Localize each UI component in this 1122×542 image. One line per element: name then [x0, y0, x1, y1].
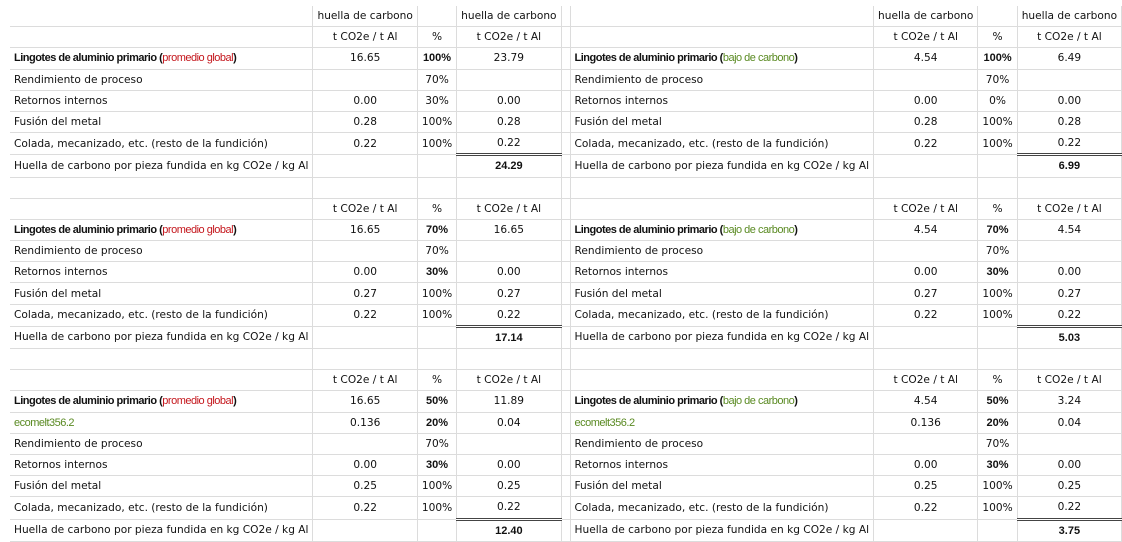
- right-colada-pct: 100%: [978, 304, 1017, 326]
- left-fusion-pct: 100%: [417, 111, 456, 132]
- left-retornos-pct: 30%: [417, 90, 456, 111]
- colada-label: Colada, mecanizado, etc. (resto de la fundición): [570, 304, 873, 326]
- retornos-label: Retornos internos: [570, 262, 873, 283]
- left-ecomelt-pct: 20%: [417, 412, 456, 433]
- left-ecomelt-result: 0.04: [457, 412, 561, 433]
- huella-total-label: Huella de carbono por pieza fundida en kg CO2e / kg Al: [10, 326, 313, 348]
- lingotes-suffix: ): [233, 395, 237, 408]
- right-lingotes-result: 4.54: [1017, 219, 1121, 240]
- header-unit: t CO2e / t Al: [1017, 198, 1121, 219]
- huella-total-label: Huella de carbono por pieza fundida en kg CO2e / kg Al: [10, 519, 313, 541]
- header-pct: %: [978, 370, 1017, 391]
- left-total-value: 12.40: [457, 519, 561, 541]
- right-rendimiento-pct: 70%: [978, 433, 1017, 454]
- right-retornos-value: 0.00: [874, 90, 978, 111]
- rendimiento-label: Rendimiento de proceso: [10, 69, 313, 90]
- promedio-label: promedio global: [162, 395, 234, 408]
- retornos-label: Retornos internos: [570, 454, 873, 475]
- right-total-value: 5.03: [1017, 326, 1121, 348]
- right-fusion-value: 0.25: [874, 476, 978, 497]
- lingotes-prefix: Lingotes de aluminio primario (: [574, 223, 723, 236]
- left-colada-pct: 100%: [417, 304, 456, 326]
- retornos-label: Retornos internos: [570, 90, 873, 111]
- right-colada-value: 0.22: [874, 497, 978, 519]
- fusion-label: Fusión del metal: [570, 283, 873, 304]
- left-lingotes-label: [10, 391, 313, 412]
- right-fusion-result: 0.27: [1017, 283, 1121, 304]
- right-retornos-result: 0.00: [1017, 90, 1121, 111]
- left-lingotes-pct: 50%: [417, 391, 456, 412]
- left-lingotes-value: 16.65: [313, 219, 417, 240]
- bajo-label: bajo de carbono: [722, 223, 795, 236]
- left-colada-value: 0.22: [313, 304, 417, 326]
- fusion-label: Fusión del metal: [10, 111, 313, 132]
- fusion-label: Fusión del metal: [570, 111, 873, 132]
- left-fusion-pct: 100%: [417, 283, 456, 304]
- right-fusion-pct: 100%: [978, 111, 1017, 132]
- header-pct: %: [417, 27, 456, 48]
- lingotes-suffix: ): [794, 223, 798, 236]
- left-colada-result: 0.22: [457, 497, 561, 519]
- right-lingotes-result: 6.49: [1017, 48, 1121, 69]
- right-lingotes-value: 4.54: [874, 219, 978, 240]
- right-retornos-pct: 30%: [978, 454, 1017, 475]
- huella-total-label: Huella de carbono por pieza fundida en kg CO2e / kg Al: [570, 155, 873, 177]
- left-lingotes-result: 11.89: [457, 391, 561, 412]
- left-colada-value: 0.22: [313, 497, 417, 519]
- left-total-value: 24.29: [457, 155, 561, 177]
- header-pct: %: [978, 27, 1017, 48]
- left-retornos-value: 0.00: [313, 454, 417, 475]
- right-fusion-value: 0.27: [874, 283, 978, 304]
- right-fusion-pct: 100%: [978, 476, 1017, 497]
- right-ecomelt-value: 0.136: [874, 412, 978, 433]
- left-rendimiento-pct: 70%: [417, 69, 456, 90]
- right-lingotes-value: 4.54: [874, 391, 978, 412]
- right-colada-value: 0.22: [874, 304, 978, 326]
- rendimiento-label: Rendimiento de proceso: [570, 69, 873, 90]
- left-retornos-pct: 30%: [417, 262, 456, 283]
- right-fusion-value: 0.28: [874, 111, 978, 132]
- colada-label: Colada, mecanizado, etc. (resto de la fundición): [570, 133, 873, 155]
- right-fusion-result: 0.28: [1017, 111, 1121, 132]
- header-unit: t CO2e / t Al: [457, 370, 561, 391]
- right-lingotes-label: [570, 219, 873, 240]
- right-retornos-pct: 30%: [978, 262, 1017, 283]
- left-colada-pct: 100%: [417, 497, 456, 519]
- left-retornos-value: 0.00: [313, 90, 417, 111]
- left-retornos-result: 0.00: [457, 454, 561, 475]
- header-pct: %: [978, 198, 1017, 219]
- rendimiento-label: Rendimiento de proceso: [10, 241, 313, 262]
- lingotes-prefix: Lingotes de aluminio primario (: [574, 52, 723, 65]
- left-lingotes-result: 23.79: [457, 48, 561, 69]
- left-lingotes-value: 16.65: [313, 391, 417, 412]
- huella-total-label: Huella de carbono por pieza fundida en kg CO2e / kg Al: [10, 155, 313, 177]
- right-colada-result: 0.22: [1017, 133, 1121, 155]
- left-retornos-result: 0.00: [457, 262, 561, 283]
- right-lingotes-pct: 50%: [978, 391, 1017, 412]
- left-lingotes-label: [10, 48, 313, 69]
- colada-label: Colada, mecanizado, etc. (resto de la fundición): [10, 133, 313, 155]
- lingotes-prefix: Lingotes de aluminio primario (: [574, 395, 723, 408]
- right-ecomelt-label: ecomelt356.2: [570, 412, 873, 433]
- lingotes-suffix: ): [233, 223, 237, 236]
- promedio-label: promedio global: [162, 223, 234, 236]
- right-colada-pct: 100%: [978, 133, 1017, 155]
- header-huella: huella de carbono: [457, 6, 561, 27]
- left-rendimiento-pct: 70%: [417, 433, 456, 454]
- colada-label: Colada, mecanizado, etc. (resto de la fundición): [570, 497, 873, 519]
- carbon-footprint-sheet: [10, 6, 1122, 542]
- left-ecomelt-label: ecomelt356.2: [10, 412, 313, 433]
- retornos-label: Retornos internos: [10, 90, 313, 111]
- left-rendimiento-pct: 70%: [417, 241, 456, 262]
- header-unit: t CO2e / t Al: [874, 27, 978, 48]
- header-huella: huella de carbono: [313, 6, 417, 27]
- left-fusion-pct: 100%: [417, 476, 456, 497]
- right-colada-result: 0.22: [1017, 304, 1121, 326]
- left-lingotes-label: [10, 219, 313, 240]
- right-lingotes-pct: 100%: [978, 48, 1017, 69]
- right-lingotes-label: [570, 391, 873, 412]
- header-unit: t CO2e / t Al: [457, 198, 561, 219]
- left-retornos-result: 0.00: [457, 90, 561, 111]
- left-retornos-pct: 30%: [417, 454, 456, 475]
- promedio-label: promedio global: [162, 52, 234, 65]
- right-retornos-pct: 0%: [978, 90, 1017, 111]
- header-unit: t CO2e / t Al: [1017, 27, 1121, 48]
- right-total-value: 3.75: [1017, 519, 1121, 541]
- colada-label: Colada, mecanizado, etc. (resto de la fundición): [10, 304, 313, 326]
- right-ecomelt-result: 0.04: [1017, 412, 1121, 433]
- right-colada-pct: 100%: [978, 497, 1017, 519]
- right-fusion-pct: 100%: [978, 283, 1017, 304]
- left-colada-result: 0.22: [457, 304, 561, 326]
- right-colada-result: 0.22: [1017, 497, 1121, 519]
- left-fusion-value: 0.28: [313, 111, 417, 132]
- rendimiento-label: Rendimiento de proceso: [570, 433, 873, 454]
- right-rendimiento-pct: 70%: [978, 241, 1017, 262]
- right-retornos-result: 0.00: [1017, 454, 1121, 475]
- retornos-label: Retornos internos: [10, 454, 313, 475]
- carbon-footprint-table: [10, 6, 1122, 542]
- right-fusion-result: 0.25: [1017, 476, 1121, 497]
- header-unit: t CO2e / t Al: [313, 198, 417, 219]
- header-pct: %: [417, 198, 456, 219]
- lingotes-suffix: ): [233, 52, 237, 65]
- bajo-label: bajo de carbono: [722, 395, 795, 408]
- fusion-label: Fusión del metal: [10, 476, 313, 497]
- right-lingotes-value: 4.54: [874, 48, 978, 69]
- retornos-label: Retornos internos: [10, 262, 313, 283]
- header-unit: t CO2e / t Al: [313, 27, 417, 48]
- right-retornos-result: 0.00: [1017, 262, 1121, 283]
- right-lingotes-label: [570, 48, 873, 69]
- lingotes-prefix: Lingotes de aluminio primario (: [14, 52, 163, 65]
- header-unit: t CO2e / t Al: [313, 370, 417, 391]
- right-retornos-value: 0.00: [874, 454, 978, 475]
- left-lingotes-pct: 70%: [417, 219, 456, 240]
- left-total-value: 17.14: [457, 326, 561, 348]
- header-pct: %: [417, 370, 456, 391]
- colada-label: Colada, mecanizado, etc. (resto de la fundición): [10, 497, 313, 519]
- left-colada-value: 0.22: [313, 133, 417, 155]
- right-lingotes-result: 3.24: [1017, 391, 1121, 412]
- right-rendimiento-pct: 70%: [978, 69, 1017, 90]
- left-lingotes-value: 16.65: [313, 48, 417, 69]
- header-unit: t CO2e / t Al: [874, 370, 978, 391]
- left-fusion-result: 0.27: [457, 283, 561, 304]
- left-colada-result: 0.22: [457, 133, 561, 155]
- rendimiento-label: Rendimiento de proceso: [570, 241, 873, 262]
- huella-total-label: Huella de carbono por pieza fundida en kg CO2e / kg Al: [570, 519, 873, 541]
- lingotes-prefix: Lingotes de aluminio primario (: [14, 223, 163, 236]
- header-unit: t CO2e / t Al: [1017, 370, 1121, 391]
- lingotes-suffix: ): [794, 395, 798, 408]
- huella-total-label: Huella de carbono por pieza fundida en kg CO2e / kg Al: [570, 326, 873, 348]
- left-lingotes-pct: 100%: [417, 48, 456, 69]
- header-huella: huella de carbono: [874, 6, 978, 27]
- left-fusion-value: 0.25: [313, 476, 417, 497]
- left-fusion-result: 0.28: [457, 111, 561, 132]
- fusion-label: Fusión del metal: [570, 476, 873, 497]
- left-lingotes-result: 16.65: [457, 219, 561, 240]
- left-fusion-result: 0.25: [457, 476, 561, 497]
- header-unit: t CO2e / t Al: [874, 198, 978, 219]
- right-colada-value: 0.22: [874, 133, 978, 155]
- fusion-label: Fusión del metal: [10, 283, 313, 304]
- header-huella: huella de carbono: [1017, 6, 1121, 27]
- lingotes-prefix: Lingotes de aluminio primario (: [14, 395, 163, 408]
- right-total-value: 6.99: [1017, 155, 1121, 177]
- bajo-label: bajo de carbono: [722, 52, 795, 65]
- left-retornos-value: 0.00: [313, 262, 417, 283]
- left-colada-pct: 100%: [417, 133, 456, 155]
- right-retornos-value: 0.00: [874, 262, 978, 283]
- header-unit: t CO2e / t Al: [457, 27, 561, 48]
- rendimiento-label: Rendimiento de proceso: [10, 433, 313, 454]
- right-ecomelt-pct: 20%: [978, 412, 1017, 433]
- left-fusion-value: 0.27: [313, 283, 417, 304]
- left-ecomelt-value: 0.136: [313, 412, 417, 433]
- right-lingotes-pct: 70%: [978, 219, 1017, 240]
- lingotes-suffix: ): [794, 52, 798, 65]
